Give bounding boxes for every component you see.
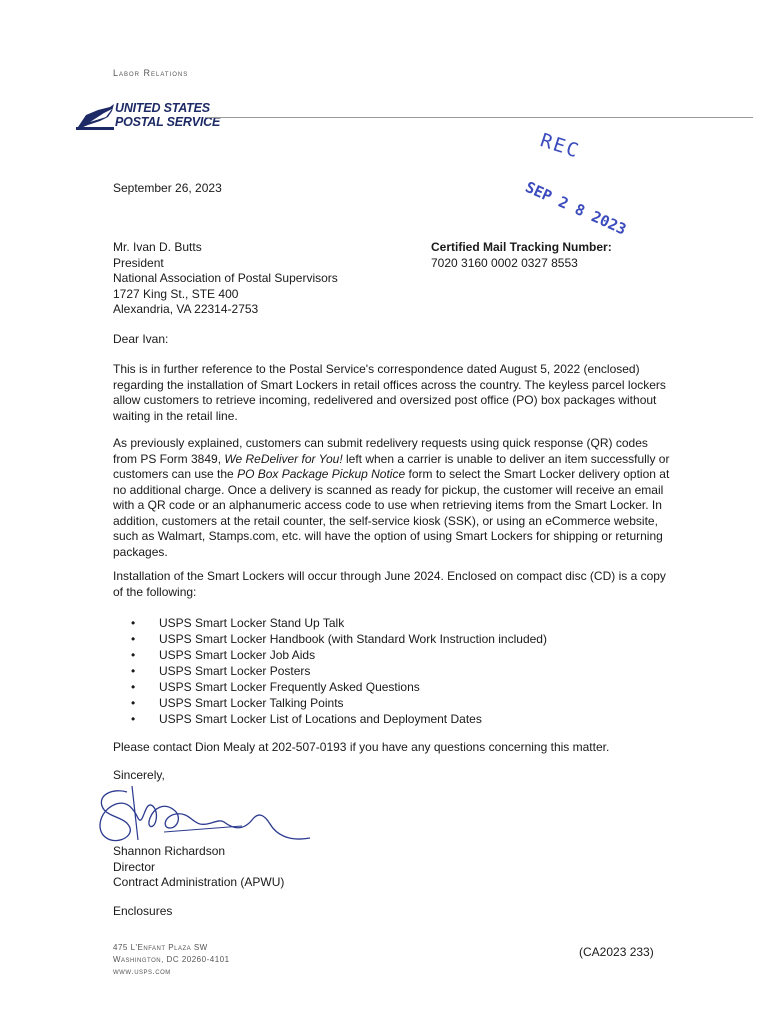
reference-number: (CA2023 233) <box>579 945 654 959</box>
footer-address <box>113 942 230 978</box>
list-item-text: USPS Smart Locker Handbook (with Standard Work Instruction included) <box>159 632 547 646</box>
tracking-block <box>431 240 612 271</box>
form-title-pickup-notice: PO Box Package Pickup Notice <box>237 467 406 481</box>
received-stamp: REC <box>537 129 583 163</box>
list-item-text: USPS Smart Locker Job Aids <box>159 648 316 662</box>
bullet-icon: • <box>131 616 136 630</box>
bullet-icon: • <box>131 664 136 678</box>
list-item <box>131 647 547 663</box>
list-item-text: USPS Smart Locker List of Locations and Deployment Dates <box>159 712 482 726</box>
footer-address-line-2: Washington, DC 20260-4101 <box>113 955 230 964</box>
paragraph-2-part-a: As previously explained, customers can submit redelivery requests using quick response (QR) codes from PS Form 3849, <box>113 436 648 466</box>
paragraph-2-part-c: form to select the Smart Locker delivery option at no additional charge. Once a delivery is scanned as ready for pickup, the customer will receive an email with a QR code or an alphanumeric access code to use when retrieving items from the Smart Locker. In addition, customers at the retail counter, the self-service kiosk (SSK), or using an eCommerce website, such as Walmart, Stamps.com, etc. will have the option of using Smart Lockers for shipping or returning packages. <box>113 467 670 559</box>
enclosure-list <box>131 615 547 727</box>
signer-title: Director <box>113 859 156 874</box>
bullet-icon: • <box>131 696 136 710</box>
recipient-org: National Association of Postal Supervisors <box>113 271 338 285</box>
recipient-title: President <box>113 255 164 270</box>
wordmark-line-2: POSTAL SERVICE <box>115 114 221 129</box>
bullet-icon: • <box>131 712 136 726</box>
enclosures-label: Enclosures <box>113 904 173 918</box>
signer-dept: Contract Administration (APWU) <box>113 875 285 889</box>
letter-date: September 26, 2023 <box>113 181 222 195</box>
list-item <box>131 711 547 727</box>
wordmark-line-1: UNITED STATES <box>115 101 210 115</box>
header-rule <box>205 117 753 118</box>
salutation: Dear Ivan: <box>113 332 169 346</box>
paragraph-1: This is in further reference to the Postal Service's correspondence dated August 5, 2022 (enclosed) regarding the installation of Smart Lockers in retail offices across the country. The keyless parcel lockers allow customers to retrieve incoming, redelivered and oversized post office (PO) box packages without waiting in the retail line. <box>113 362 666 423</box>
closing: Sincerely, <box>113 768 165 782</box>
recipient-address <box>113 240 338 318</box>
bullet-icon: • <box>131 680 136 694</box>
list-item-text: USPS Smart Locker Posters <box>159 664 311 678</box>
list-item-text: USPS Smart Locker Frequently Asked Questions <box>159 680 420 694</box>
contact-line: Please contact Dion Mealy at 202-507-0193 if you have any questions concerning this matter. <box>113 740 610 754</box>
tracking-number: 7020 3160 0002 0327 8553 <box>431 255 578 270</box>
bullet-icon: • <box>131 632 136 646</box>
recipient-city: Alexandria, VA 22314-2753 <box>113 302 259 316</box>
form-title-redeliver: We ReDeliver for You! <box>224 451 343 466</box>
signer-block <box>113 844 284 891</box>
footer-address-line-1: 475 L'Enfant Plaza SW <box>113 943 208 952</box>
list-item <box>131 679 547 695</box>
bullet-icon: • <box>131 648 136 662</box>
paragraph-3: Installation of the Smart Lockers will occur through June 2024. Enclosed on compact disc (CD) is a copy of the following: <box>113 569 666 599</box>
paragraph-2-part-b: left when a carrier is unable to deliver an item successfully or customers can use the <box>113 451 670 481</box>
paragraph-2 <box>113 436 673 560</box>
signature-image <box>92 780 322 850</box>
list-item <box>131 695 547 711</box>
department-label: Labor Relations <box>113 68 189 78</box>
list-item <box>131 631 547 647</box>
signer-name: Shannon Richardson <box>113 844 226 858</box>
recipient-name: Mr. Ivan D. Butts <box>113 240 202 254</box>
list-item <box>131 615 547 631</box>
recipient-street: 1727 King St., STE 400 <box>113 286 239 301</box>
tracking-label: Certified Mail Tracking Number: <box>431 240 612 254</box>
received-stamp-date: SEP 2 8 2023 <box>522 178 630 239</box>
list-item <box>131 663 547 679</box>
usps-wordmark <box>115 102 220 129</box>
footer-web: www.usps.com <box>113 967 171 976</box>
list-item-text: USPS Smart Locker Stand Up Talk <box>159 616 345 630</box>
list-item-text: USPS Smart Locker Talking Points <box>159 696 344 710</box>
